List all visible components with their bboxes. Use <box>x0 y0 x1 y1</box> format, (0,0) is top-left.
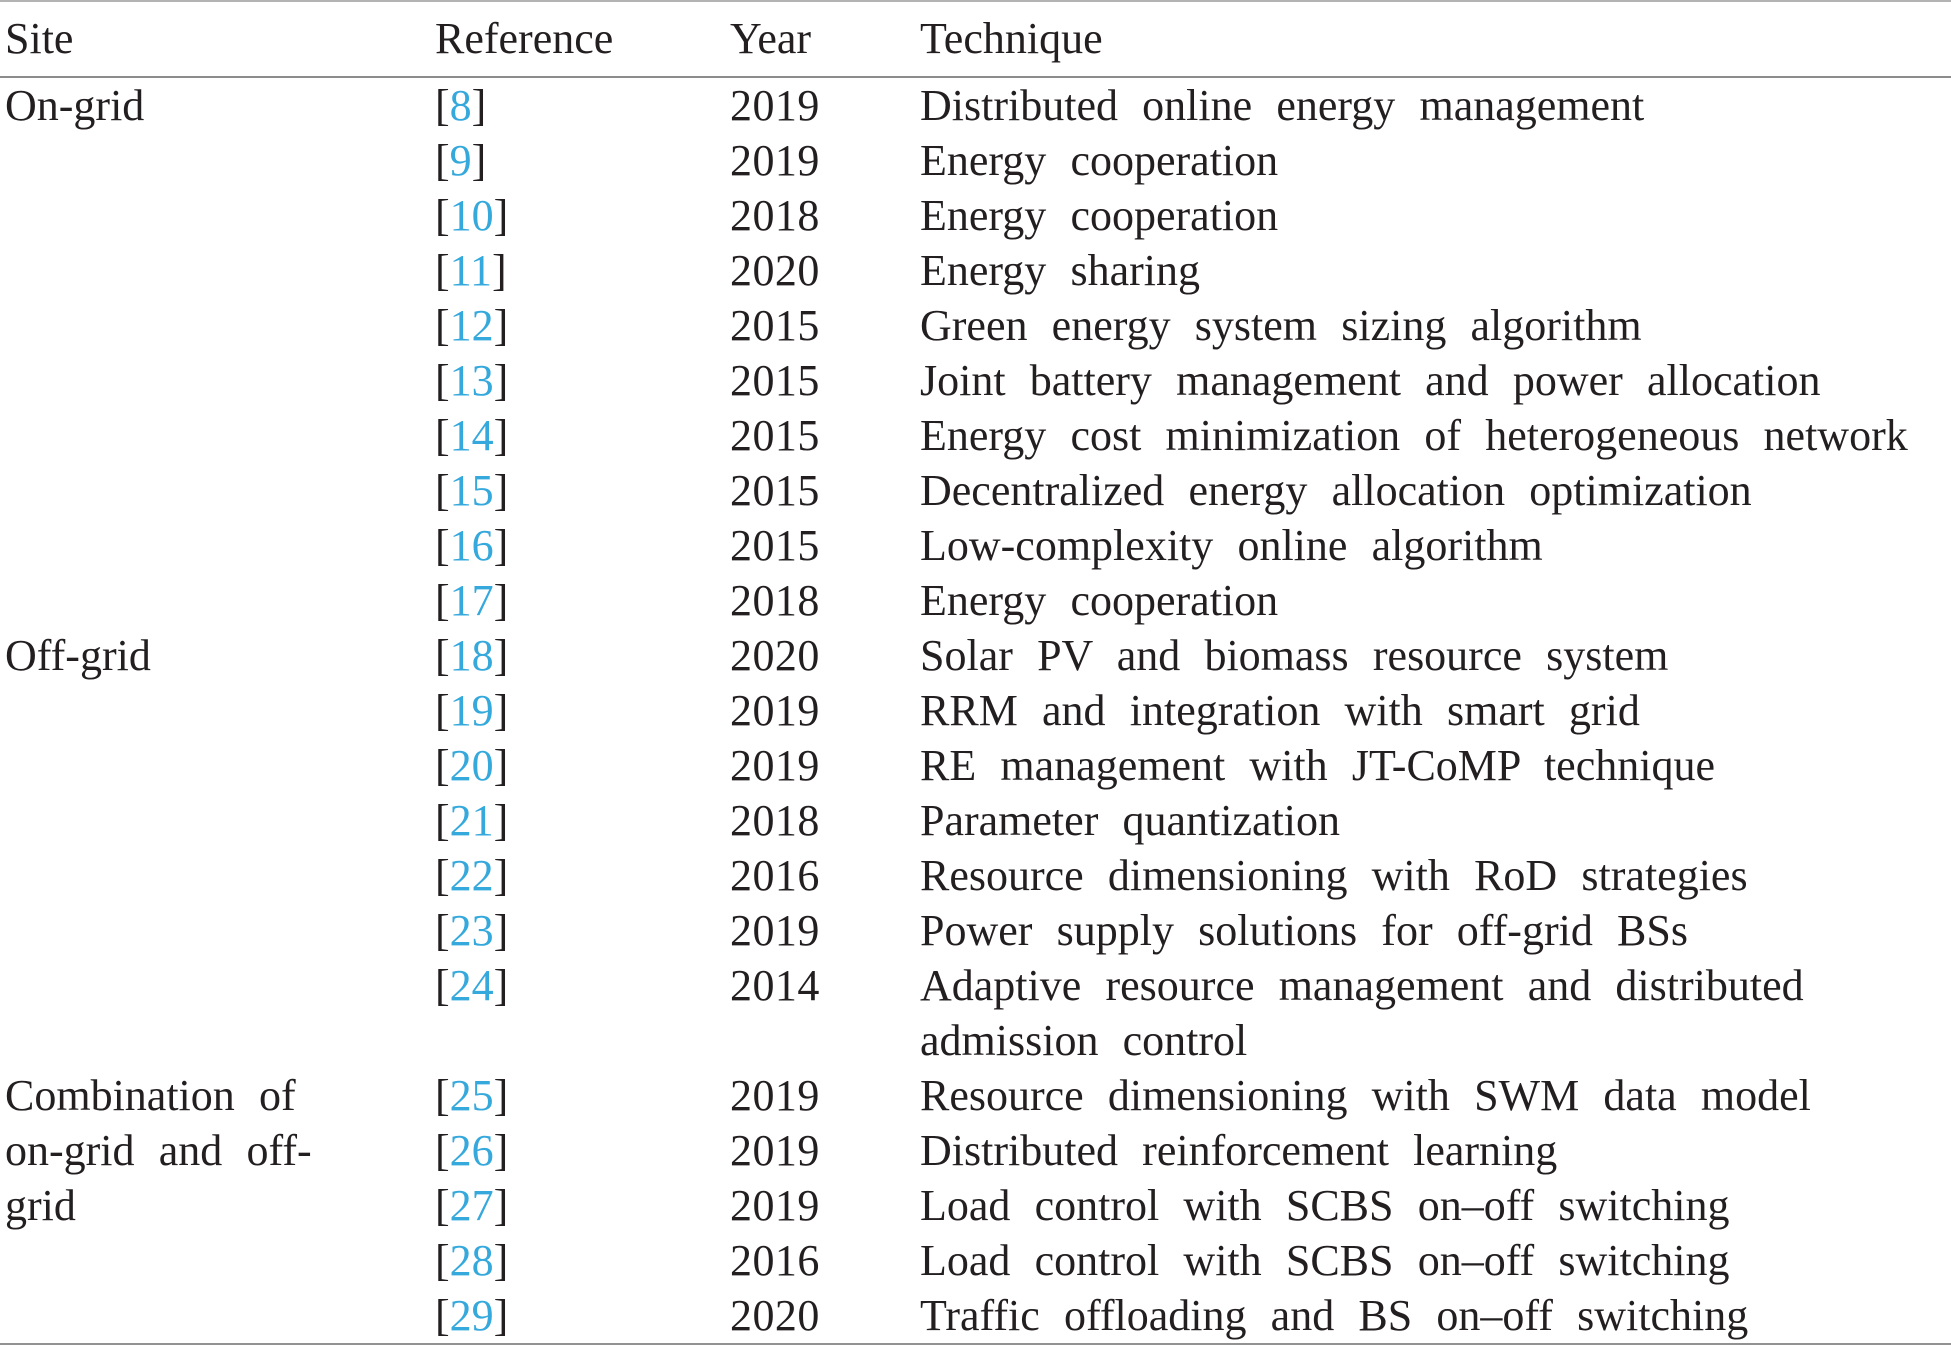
reference-cell <box>435 628 730 683</box>
reference-cell <box>435 1233 730 1288</box>
site-cell-combination <box>0 1068 435 1345</box>
reference-link[interactable]: 9 <box>449 136 472 185</box>
reference-cell <box>435 77 730 133</box>
technique-cell: Energy cooperation <box>920 136 1279 185</box>
year-cell: 2018 <box>730 576 820 625</box>
reference-link[interactable]: 12 <box>449 301 494 350</box>
year-cell: 2020 <box>730 246 820 295</box>
reference-cell <box>435 1178 730 1233</box>
year-cell: 2015 <box>730 301 820 350</box>
technique-cell: Load control with SCBS on–off switching <box>920 1181 1730 1230</box>
technique-cell: Solar PV and biomass resource system <box>920 631 1669 680</box>
reference-cell <box>435 353 730 408</box>
reference-link[interactable]: 8 <box>449 81 472 130</box>
reference-link[interactable]: 25 <box>449 1071 494 1120</box>
technique-cell: Power supply solutions for off-grid BSs <box>920 906 1688 955</box>
reference-link[interactable]: 26 <box>449 1126 494 1175</box>
technique-cell: RRM and integration with smart grid <box>920 686 1640 735</box>
reference-cell <box>435 903 730 958</box>
technique-cell: Energy sharing <box>920 246 1200 295</box>
reference-link[interactable]: 27 <box>449 1181 494 1230</box>
year-cell: 2015 <box>730 521 820 570</box>
reference-link[interactable]: 13 <box>449 356 494 405</box>
year-cell: 2020 <box>730 1291 820 1340</box>
technique-cell: Energy cooperation <box>920 191 1279 240</box>
year-cell: 2015 <box>730 356 820 405</box>
reference-link[interactable]: 11 <box>449 246 493 295</box>
reference-link[interactable]: 16 <box>449 521 494 570</box>
site-label: On-grid <box>5 81 145 130</box>
technique-cell: Resource dimensioning with SWM data model <box>920 1071 1811 1120</box>
year-cell: 2018 <box>730 191 820 240</box>
technique-cell: RE management with JT-CoMP technique <box>920 741 1715 790</box>
site-label: Combination of on-grid and off-grid <box>5 1071 312 1230</box>
technique-cell: Parameter quantization <box>920 796 1341 845</box>
reference-cell <box>435 188 730 243</box>
reference-cell <box>435 1288 730 1345</box>
technique-cell: Low-complexity online algorithm <box>920 521 1543 570</box>
technique-cell: Green energy system sizing algorithm <box>920 301 1642 350</box>
reference-link[interactable]: 19 <box>449 686 494 735</box>
technique-cell: Energy cooperation <box>920 576 1279 625</box>
table-row <box>0 628 1951 683</box>
year-cell: 2019 <box>730 136 820 185</box>
year-cell: 2015 <box>730 466 820 515</box>
reference-link[interactable]: 29 <box>449 1291 494 1340</box>
reference-cell <box>435 408 730 463</box>
year-cell: 2014 <box>730 961 820 1010</box>
year-cell: 2019 <box>730 1181 820 1230</box>
reference-cell <box>435 133 730 188</box>
reference-cell <box>435 1123 730 1178</box>
reference-link[interactable]: 18 <box>449 631 494 680</box>
year-cell: 2019 <box>730 1126 820 1175</box>
reference-link[interactable]: 21 <box>449 796 494 845</box>
reference-cell <box>435 243 730 298</box>
year-cell: 2019 <box>730 741 820 790</box>
year-cell: 2018 <box>730 796 820 845</box>
year-cell: 2020 <box>730 631 820 680</box>
reference-cell <box>435 848 730 903</box>
reference-cell <box>435 793 730 848</box>
year-cell: 2019 <box>730 906 820 955</box>
year-cell: 2015 <box>730 411 820 460</box>
site-cell-off-grid <box>0 628 435 1068</box>
year-cell: 2019 <box>730 686 820 735</box>
reference-link[interactable]: 14 <box>449 411 494 460</box>
reference-cell <box>435 1068 730 1123</box>
reference-link[interactable]: 23 <box>449 906 494 955</box>
technique-cell: Distributed online energy management <box>920 81 1645 130</box>
reference-cell <box>435 518 730 573</box>
reference-link[interactable]: 24 <box>449 961 494 1010</box>
column-header-site: Site <box>0 1 435 77</box>
technique-cell: Resource dimensioning with RoD strategies <box>920 851 1748 900</box>
column-header-reference: Reference <box>435 1 730 77</box>
table-row <box>0 1068 1951 1123</box>
reference-cell <box>435 683 730 738</box>
year-cell: 2019 <box>730 81 820 130</box>
column-header-technique: Technique <box>920 1 1951 77</box>
reference-link[interactable]: 15 <box>449 466 494 515</box>
table-row <box>0 77 1951 133</box>
column-header-year: Year <box>730 1 920 77</box>
reference-cell <box>435 298 730 353</box>
year-cell: 2016 <box>730 851 820 900</box>
site-cell-on-grid <box>0 77 435 628</box>
year-cell: 2019 <box>730 1071 820 1120</box>
technique-cell: Joint battery management and power allocation <box>920 356 1821 405</box>
reference-cell <box>435 463 730 518</box>
reference-link[interactable]: 10 <box>449 191 494 240</box>
reference-link[interactable]: 28 <box>449 1236 494 1285</box>
reference-cell <box>435 573 730 628</box>
technique-cell: Distributed reinforcement learning <box>920 1126 1558 1175</box>
reference-link[interactable]: 22 <box>449 851 494 900</box>
technique-cell: Decentralized energy allocation optimization <box>920 466 1752 515</box>
reference-link[interactable]: 20 <box>449 741 494 790</box>
technique-cell: Adaptive resource management and distributed admission control <box>920 961 1804 1065</box>
table-header-row <box>0 1 1951 77</box>
reference-cell <box>435 738 730 793</box>
reference-cell <box>435 958 730 1068</box>
site-label: Off-grid <box>5 631 151 680</box>
technique-cell: Load control with SCBS on–off switching <box>920 1236 1730 1285</box>
technique-cell: Energy cost minimization of heterogeneous network <box>920 411 1908 460</box>
reference-link[interactable]: 17 <box>449 576 494 625</box>
technique-cell: Traffic offloading and BS on–off switching <box>920 1291 1749 1340</box>
year-cell: 2016 <box>730 1236 820 1285</box>
